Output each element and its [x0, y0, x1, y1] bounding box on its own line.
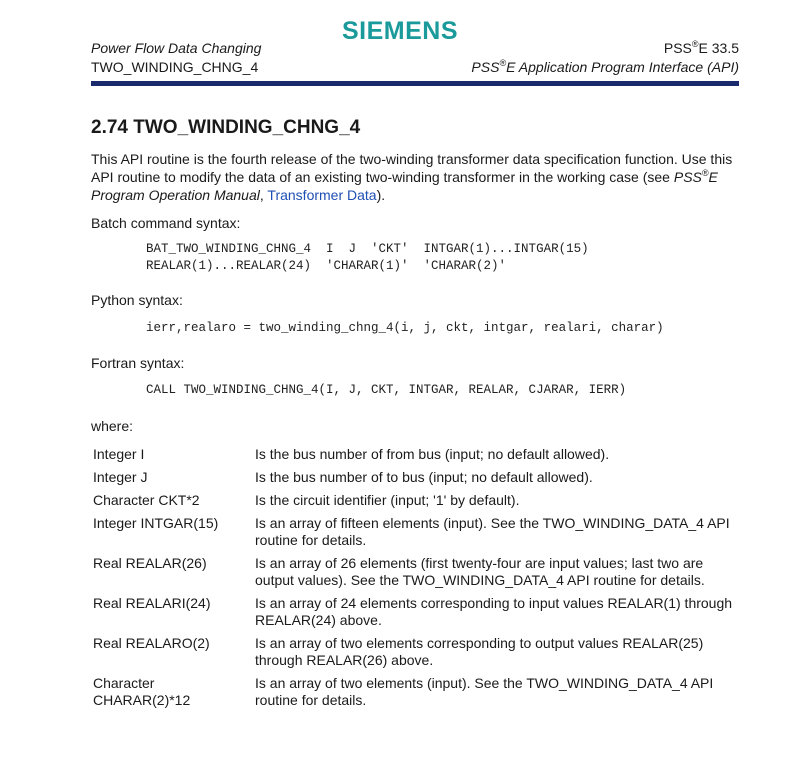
param-type: Real REALARI(24)	[93, 595, 211, 611]
parameter-table	[93, 446, 743, 715]
param-type: Integer J	[93, 469, 148, 485]
intro-paragraph: This API routine is the fourth release of the two-winding transformer data specification function. Use this API routine to modify the data of an existing two-winding transformer in the working case (see PSS®E Program Operation Manual, Transformer Data).	[91, 151, 733, 203]
table-row	[93, 492, 743, 515]
table-row	[93, 446, 743, 469]
product-version: PSS®E 33.5	[663, 39, 739, 56]
fortran-syntax-label: Fortran syntax:	[91, 355, 185, 371]
batch-syntax-label: Batch command syntax:	[91, 215, 241, 231]
header-left	[91, 39, 261, 77]
param-type: Character CKT*2	[93, 492, 200, 508]
table-row	[93, 555, 743, 595]
siemens-logo: SIEMENS	[341, 17, 459, 45]
param-type: Integer I	[93, 446, 145, 462]
param-description: Is an array of 26 elements (first twenty-four are input values; last two are output values). See the TWO_WINDING_DATA_4 API routine for details.	[255, 555, 705, 588]
batch-syntax-code: BAT_TWO_WINDING_CHNG_4 I J 'CKT' INTGAR(1)...INTGAR(15) REALAR(1)...REALAR(24) 'CHARAR(1)' 'CHARAR(2)'	[146, 242, 589, 273]
python-syntax-label: Python syntax:	[91, 292, 183, 308]
header-right	[471, 39, 739, 77]
table-row	[93, 595, 743, 635]
param-description: Is an array of fifteen elements (input). See the TWO_WINDING_DATA_4 API routine for details.	[255, 515, 730, 548]
param-type: Real REALARO(2)	[93, 635, 210, 651]
param-description: Is an array of two elements corresponding to output values REALAR(25) through REALAR(26) above.	[255, 635, 704, 668]
param-type: Character CHARAR(2)*12	[93, 675, 191, 708]
transformer-data-link[interactable]: Transformer Data	[267, 187, 377, 203]
param-description: Is the bus number of to bus (input; no default allowed).	[255, 469, 593, 485]
header-rule	[91, 81, 739, 86]
param-type: Real REALAR(26)	[93, 555, 207, 571]
table-row	[93, 675, 743, 715]
param-description: Is the bus number of from bus (input; no default allowed).	[255, 446, 610, 462]
table-row	[93, 469, 743, 492]
table-row	[93, 635, 743, 675]
param-description: Is an array of 24 elements corresponding to input values REALAR(1) through REALAR(24) above.	[255, 595, 733, 628]
python-syntax-code: ierr,realaro = two_winding_chng_4(i, j, ckt, intgar, realari, charar)	[146, 321, 664, 335]
table-row	[93, 515, 743, 555]
param-description: Is an array of two elements (input). See the TWO_WINDING_DATA_4 API routine for details.	[255, 675, 714, 708]
param-type: Integer INTGAR(15)	[93, 515, 219, 531]
section-title: 2.74 TWO_WINDING_CHNG_4	[91, 117, 361, 138]
document-title: PSS®E Application Program Interface (API)	[471, 58, 739, 75]
where-label: where:	[91, 418, 134, 434]
fortran-syntax-code: CALL TWO_WINDING_CHNG_4(I, J, CKT, INTGAR, REALAR, CJARAR, IERR)	[146, 383, 627, 397]
chapter-title: Power Flow Data Changing	[91, 40, 262, 56]
routine-name-header: TWO_WINDING_CHNG_4	[91, 59, 259, 75]
param-description: Is the circuit identifier (input; '1' by default).	[255, 492, 520, 508]
